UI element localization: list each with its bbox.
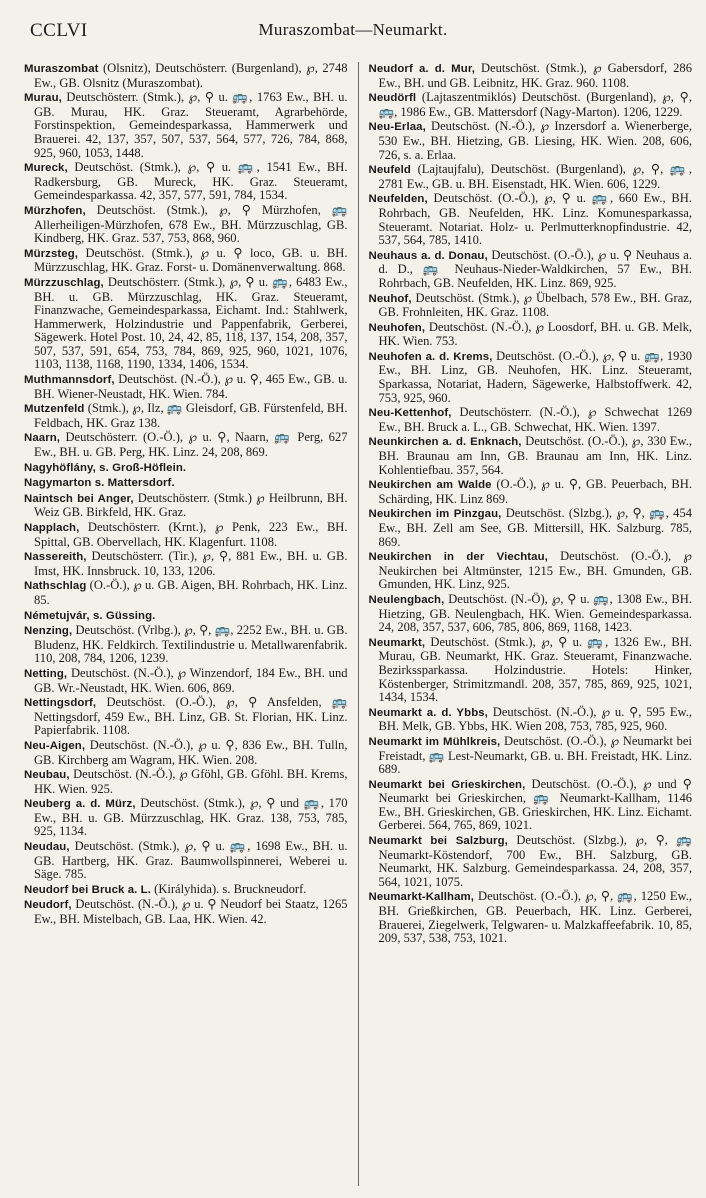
entry-headword: Neuhofen, — [368, 321, 426, 334]
left-column — [20, 62, 356, 1186]
gazetteer-entry — [369, 778, 693, 833]
entry-headword: Neudau, — [24, 841, 70, 854]
entry-text: Deutschöst. (N.-Ö.), ℘ Loosdorf, BH. u. GB. Melk, HK. Wien. 753. — [378, 319, 693, 349]
entry-headword: Neuhaus a. d. Donau, — [368, 249, 488, 262]
entry-text: (O.-Ö.), ℘ u. ⚲, GB. Peuerbach, BH. Schärding, HK. Linz 869. — [378, 477, 692, 506]
entry-text: Deutschöst. (Stmk.), ℘ Gabersdorf, 286 Ew., BH. und GB. Leibnitz, HK. Graz. 960. 1108. — [378, 62, 692, 90]
entry-headword: Neudorf a. d. Mur, — [368, 63, 475, 75]
gazetteer-entry — [24, 492, 348, 520]
entry-text: (Stmk.), ℘, Ilz, 🚌 Gleisdorf, GB. Fürstenfeld, BH. Feldbach, HK. Graz 138. — [34, 401, 348, 430]
entry-headword: Neumarkt a. d. Ybbs, — [368, 706, 488, 719]
entry-headword: Nenzing, — [24, 625, 73, 638]
gazetteer-entry — [369, 706, 693, 734]
gazetteer-entry — [24, 373, 348, 401]
gazetteer-entry — [24, 461, 348, 476]
gazetteer-entry — [369, 478, 693, 506]
gazetteer-entry — [24, 609, 348, 624]
entry-text: Deutschöst. (N.-Ö.), ℘ u. ⚲, 595 Ew., BH. Melk, GB. Ybbs, HK. Wien 208, 753, 785, 925, 960. — [378, 704, 693, 734]
column-divider — [358, 62, 359, 1186]
gazetteer-entry — [369, 91, 693, 119]
entry-headword: Neu-Kettenhof, — [368, 407, 452, 420]
entry-text: Deutschösterr. (Stmk.), ℘, ⚲ u. 🚌, 1763 Ew., BH. u. GB. Murau, HK. Graz. Steueramt, Agrarbehörde, Forstinspektion, Gemeindesparkassa, Hammerwerk und Brauerei. 42, 137, 357, 507, 537, 564, 577, 726, 784, 868, 925, 960, 1053, 1448. — [34, 90, 348, 160]
entry-headword: Neudorf bei Bruck a. L. — [24, 883, 151, 896]
gazetteer-entry — [369, 192, 693, 247]
gazetteer-entry — [369, 550, 693, 592]
entry-headword: Murau, — [24, 92, 62, 105]
entry-text: Deutschöst. (Stmk.), ℘, ⚲ und 🚌, 170 Ew., BH. u. GB. Mürzzuschlag, HK. Graz. 138, 753, 785, 925, 1134. — [34, 796, 348, 839]
entry-text: Deutschöst. (Stmk.), ℘ Übelbach, 578 Ew., BH. Graz, GB. Frohnleiten, HK. Graz. 1108. — [378, 290, 692, 320]
gazetteer-entry — [24, 550, 348, 578]
gazetteer-entry — [24, 204, 348, 246]
gazetteer-entry — [369, 120, 693, 162]
entry-text: Deutschöst. (Stmk.), ℘, ⚲ u. 🚌, 1326 Ew., BH. Murau, GB. Neumarkt, HK. Graz. Steueramt, Finanzwache. Bezirkssparkassa. Holzindustrie. Hotels: Hinker, Köstenberger, Strimitzmandl. 208, 357, 785, 869, 925, 1021, 1434, 1534. — [378, 634, 692, 705]
entry-headword: Mutzenfeld — [24, 403, 85, 416]
entry-text: Deutschöst. (N.-Ö.), ℘ Winzendorf, 184 Ew., BH. und GB. Wr.-Neustadt, HK. Wien. 606, 869. — [34, 665, 348, 695]
entry-text: Deutschöst. (Stmk.), ℘, ⚲ u. 🚌, 1698 Ew., BH. u. GB. Hartberg, HK. Graz. Baumwollspinnerei, Weberei u. Säge. 785. — [34, 839, 348, 882]
entry-text: (O.-Ö.), ℘ u. GB. Aigen, BH. Rohrbach, HK. Linz. 85. — [34, 578, 348, 607]
running-title: Muraszombat—Neumarkt. — [258, 20, 448, 39]
entry-headword: Mürzsteg, — [24, 247, 79, 260]
entry-headword: Nagymarton s. Mattersdorf. — [24, 477, 175, 490]
entry-text: Deutschösterr. (Krnt.), ℘ Penk, 223 Ew., BH. Spittal, GB. Obervellach, HK. Klagenfurt. 1108. — [34, 520, 348, 549]
entry-headword: Neulengbach, — [368, 593, 445, 606]
entry-headword: Nathschlag — [24, 580, 87, 593]
gazetteer-entry — [369, 890, 693, 945]
entry-headword: Naintsch bei Anger, — [24, 492, 134, 505]
entry-text: Deutschösterr. (Stmk.) ℘ Heilbrunn, BH. Weiz GB. Birkfeld, HK. Graz. — [34, 490, 348, 520]
entry-text: Deutschöst. (Stmk.), ℘, ⚲ Mürzhofen, 🚌 Allerheiligen-Mürzhofen, 678 Ew., BH. Mürzzuschlag, GB. Kindberg, HK. Graz. 537, 753, 868, 960. — [34, 202, 348, 246]
gazetteer-entry — [369, 249, 693, 291]
entry-headword: Neukirchen am Walde — [368, 479, 492, 492]
entry-text: Deutschöst. (Vrlbg.), ℘, ⚲, 🚌, 2252 Ew., BH. u. GB. Bludenz, HK. Feldkirch. Textilindustrie u. Metallwarenfabrik. 110, 208, 784, 1206, 1239. — [34, 623, 348, 666]
entry-headword: Neufeld — [368, 164, 411, 177]
right-column — [361, 62, 697, 1186]
entry-text: Deutschöst. (O.-Ö.), ℘, ⚲ u. 🚌, 1930 Ew., BH. Linz, GB. Neuhofen, HK. Linz. Steueramt, Sparkassa, Notariat, Hadern, Sägewerke, Halbstoffwerk. 42, 753, 925, 960. — [378, 348, 692, 405]
entry-text: Deutschöst. (Slzbg.), ℘, ⚲, 🚌, 454 Ew., BH. Zell am See, GB. Mittersill, HK. Salzburg. 785, 869. — [378, 506, 692, 549]
gazetteer-entry — [369, 292, 693, 320]
entry-text: Deutschöst. (Slzbg.), ℘, ⚲, 🚌 Neumarkt-Köstendorf, 700 Ew., BH. Salzburg, GB. Neumarkt, HK. Salzburg. Gemeindesparkassa. 24, 208, 357, 564, 1021, 1075. — [378, 833, 692, 889]
entry-headword: Neufelden, — [368, 193, 428, 206]
entry-text: Deutschösterr. (Tir.), ℘, ⚲, 881 Ew., BH. u. GB. Imst, HK. Innsbruck. 10, 133, 1206. — [34, 549, 348, 578]
entry-text: Deutschöst. (N.-Ö.), ℘ u. ⚲, 465 Ew., GB. u. BH. Wiener-Neustadt, HK. Wien. 784. — [34, 372, 348, 401]
entry-text: Deutschöst. (O.-Ö.), ℘, ⚲, 🚌, 1250 Ew., BH. Grießkirchen, GB. Peuerbach, HK. Linz. Gerberei, Brauerei, Ziegelwerk, Telgwaren- u. Malzkaffeefabrik. 10, 85, 209, 537, 538, 753, 1021. — [378, 889, 693, 946]
gazetteer-entry — [24, 91, 348, 160]
entry-text: Deutschösterr. (N.-Ö.), ℘ Schwechat 1269 Ew., BH. Bruck a. L., GB. Schwechat, HK. Wien. 1397. — [378, 405, 692, 434]
gazetteer-entry — [369, 406, 693, 434]
entry-headword: Neumarkt im Mühlkreis, — [368, 735, 501, 748]
entry-text: Deutschöst. (N.-Ö.), ℘ u. ⚲ Neudorf bei Staatz, 1265 Ew., BH. Mistelbach, GB. Laa, HK. Wien. 42. — [34, 897, 348, 927]
entry-headword: Neumarkt, — [368, 636, 426, 649]
entry-text: (Királyhida). s. Bruckneudorf. — [154, 881, 307, 896]
entry-text: Deutschöst. (N.-Ö), ℘, ⚲ u. 🚌, 1308 Ew., BH. Hietzing, GB. Neulengbach, HK. Wien. Gemeindesparkassa. 24, 208, 357, 537, 606, 785, 806, 869, 1168, 1423. — [378, 591, 692, 635]
gazetteer-entry — [369, 507, 693, 549]
gazetteer-entry — [24, 768, 348, 796]
gazetteer-entry — [24, 247, 348, 275]
entry-text: Deutschösterr. (O.-Ö.), ℘ u. ⚲, Naarn, 🚌 Perg, 627 Ew., BH. u. GB. Perg, HK. Linz. 24, 208, 869. — [34, 430, 348, 460]
entry-text: (Olsnitz), Deutschösterr. (Burgenland), ℘, 2748 Ew., GB. Olsnitz (Muraszombat). — [34, 62, 348, 90]
entry-headword: Netting, — [24, 667, 68, 680]
gazetteer-entry — [369, 350, 693, 405]
entry-headword: Neu-Aigen, — [24, 739, 86, 752]
entry-headword: Neukirchen im Pinzgau, — [368, 508, 502, 521]
page-number: CCLVI — [30, 20, 88, 41]
entry-headword: Mürzzuschlag, — [24, 276, 104, 289]
entry-text: Deutschösterr. (Stmk.), ℘, ⚲ u. 🚌, 6483 Ew., BH. u. GB. Mürzzuschlag, HK. Graz. Steueramt, Finanzwache, Gemeindesparkassa, Eichamt. Ind.: Stahlwerk, Hammerwerk, Holzindustrie und Pappenfabrik, Gerberei, Sägewerk. Hotel Post. 10, 24, 42, 85, 118, 137, 154, 208, 357, 507, 537, 591, 654, 753, 784, 869, 925, 960, 1021, 1076, 1103, 1138, 1168, 1190, 1334, 1406, 1534. — [34, 274, 348, 372]
entry-text: Deutschöst. (N.-Ö.), ℘ Gföhl, GB. Gföhl. BH. Krems, HK. Wien. 925. — [34, 767, 348, 796]
entry-headword: Neumarkt bei Salzburg, — [368, 835, 508, 848]
entry-headword: Mürzhofen, — [24, 204, 86, 217]
entry-text: Deutschöst. (O.-Ö.), ℘, ⚲ u. 🚌, 660 Ew., BH. Rohrbach, GB. Neufelden, HK. Linz. Komunesparkassa, Steueramt. Notariat. Holz- u. Perlmutterknopfindustrie. 42, 537, 564, 785, 1410. — [378, 191, 692, 248]
gazetteer-entry — [24, 521, 348, 549]
entry-headword: Neubau, — [24, 769, 70, 782]
gazetteer-entry — [369, 62, 693, 90]
gazetteer-entry — [369, 435, 693, 477]
entry-text: Deutschöst. (Stmk.), ℘ u. ⚲ loco, GB. u. BH. Mürzzuschlag, HK. Graz. Forst- u. Domänenverwaltung. 868. — [34, 245, 348, 275]
entry-headword: Neunkirchen a. d. Enknach, — [368, 436, 522, 449]
gazetteer-entry — [24, 62, 348, 90]
gazetteer-entry — [24, 161, 348, 203]
entry-headword: Neuhof, — [368, 292, 412, 305]
entry-headword: Napplach, — [24, 522, 80, 534]
entry-headword: Neumarkt-Kallham, — [368, 891, 475, 904]
entry-headword: Muthmannsdorf, — [24, 374, 115, 387]
gazetteer-entry — [24, 579, 348, 607]
entry-headword: Neumarkt bei Grieskirchen, — [368, 778, 526, 791]
entry-text: Deutschöst. (N.-Ö.), ℘ Inzersdorf a. Wienerberge, 530 Ew., BH. Hietzing, GB. Liesing, HK. Wien. 208, 606, 726, s. a. Erlaa. — [378, 119, 692, 162]
page-header — [16, 14, 690, 42]
entry-text: Deutschöst. (O.-Ö.), ℘ und ⚲ Neumarkt bei Grieskirchen, 🚌 Neumarkt-Kallham, 1146 Ew., BH. Grieskirchen, GB. Grieskirchen, HK. Linz. Eichamt. Gerberei. 564, 765, 869, 1021. — [378, 776, 692, 833]
gazetteer-entry — [24, 431, 348, 459]
gazetteer-entry — [369, 593, 693, 635]
entry-text: Deutschöst. (O.-Ö.), ℘, ⚲ Ansfelden, 🚌 Nettingsdorf, 459 Ew., BH. Linz, GB. St. Florian, HK. Linz. Papierfabrik. 1108. — [34, 695, 348, 738]
gazetteer-entry — [24, 276, 348, 372]
gazetteer-entry — [369, 321, 693, 349]
entry-headword: Neuberg a. d. Mürz, — [24, 798, 136, 811]
entry-text: (Lajtaszentmiklós) Deutschöst. (Burgenland), ℘, ⚲, 🚌, 1986 Ew., GB. Mattersdorf (Nagy-Marton). 1206, 1229. — [378, 90, 692, 119]
gazetteer-entry — [24, 624, 348, 666]
gazetteer-entry — [369, 735, 693, 777]
entry-headword: Neudorf, — [24, 899, 72, 912]
entry-headword: Naarn, — [24, 432, 61, 445]
gazetteer-entry — [369, 834, 693, 889]
gazetteer-entry — [24, 476, 348, 491]
entry-text: Deutschöst. (O.-Ö.), ℘ Neumarkt bei Freistadt, 🚌 Lest-Neumarkt, GB. u. BH. Freistadt, HK. Linz. 689. — [378, 733, 692, 777]
gazetteer-entry — [24, 402, 348, 430]
gazetteer-entry — [24, 840, 348, 882]
entry-headword: Mureck, — [24, 162, 68, 175]
entry-headword: Muraszombat — [24, 63, 99, 75]
entry-headword: Németujvár, s. Güssing. — [24, 609, 156, 622]
entry-headword: Neu-Erlaa, — [368, 121, 426, 134]
gazetteer-entry — [24, 883, 348, 898]
entry-headword: Neudörfl — [368, 92, 417, 105]
gazetteer-entry — [24, 667, 348, 695]
entry-headword: Nettingsdorf, — [24, 697, 97, 710]
entry-text: Deutschöst. (O.-Ö.), ℘ Neukirchen bei Altmünster, 1215 Ew., BH. Gmunden, GB. Gmunden, HK. Linz, 925. — [378, 549, 693, 592]
entry-text: (Lajtaujfalu), Deutschöst. (Burgenland), ℘, ⚲, 🚌, 2781 Ew., GB. u. BH. Eisenstadt, HK. Wien. 606, 1229. — [378, 162, 693, 191]
gazetteer-entry — [24, 739, 348, 767]
gazetteer-entry — [24, 696, 348, 738]
entry-headword: Nassereith, — [24, 551, 87, 564]
entry-text: Deutschöst. (O.-Ö.), ℘ u. ⚲ Neuhaus a. d. D., 🚌 Neuhaus-Nieder-Waldkirchen, 57 Ew., BH. Rohrbach, GB. Neufelden, HK. Linz. 869, 925. — [378, 247, 692, 290]
two-column-body — [20, 62, 696, 1186]
gazetteer-entry — [369, 163, 693, 191]
gazetteer-entry — [24, 898, 348, 926]
entry-headword: Neuhofen a. d. Krems, — [368, 350, 493, 363]
gazetteer-entry — [369, 636, 693, 705]
entry-text: Deutschöst. (N.-Ö.), ℘ u. ⚲, 836 Ew., BH. Tulln, GB. Kirchberg am Wagram, HK. Wien. 208. — [34, 737, 348, 767]
gazetteer-entry — [24, 797, 348, 839]
entry-headword: Nagyhöflány, s. Groß-Höflein. — [24, 461, 187, 474]
entry-headword: Neukirchen in der Viechtau, — [368, 551, 548, 564]
entry-text: Deutschöst. (Stmk.), ℘, ⚲ u. 🚌, 1541 Ew., BH. Radkersburg, GB. Mureck, HK. Graz. Steueramt, Gemeindesparkassa. 42, 357, 577, 591, 784, 1534. — [34, 160, 348, 203]
entry-text: Deutschöst. (O.-Ö.), ℘, 330 Ew., BH. Braunau am Inn, GB. Braunau am Inn, HK. Linz. Kohlentiefbau. 357, 564. — [378, 434, 692, 477]
